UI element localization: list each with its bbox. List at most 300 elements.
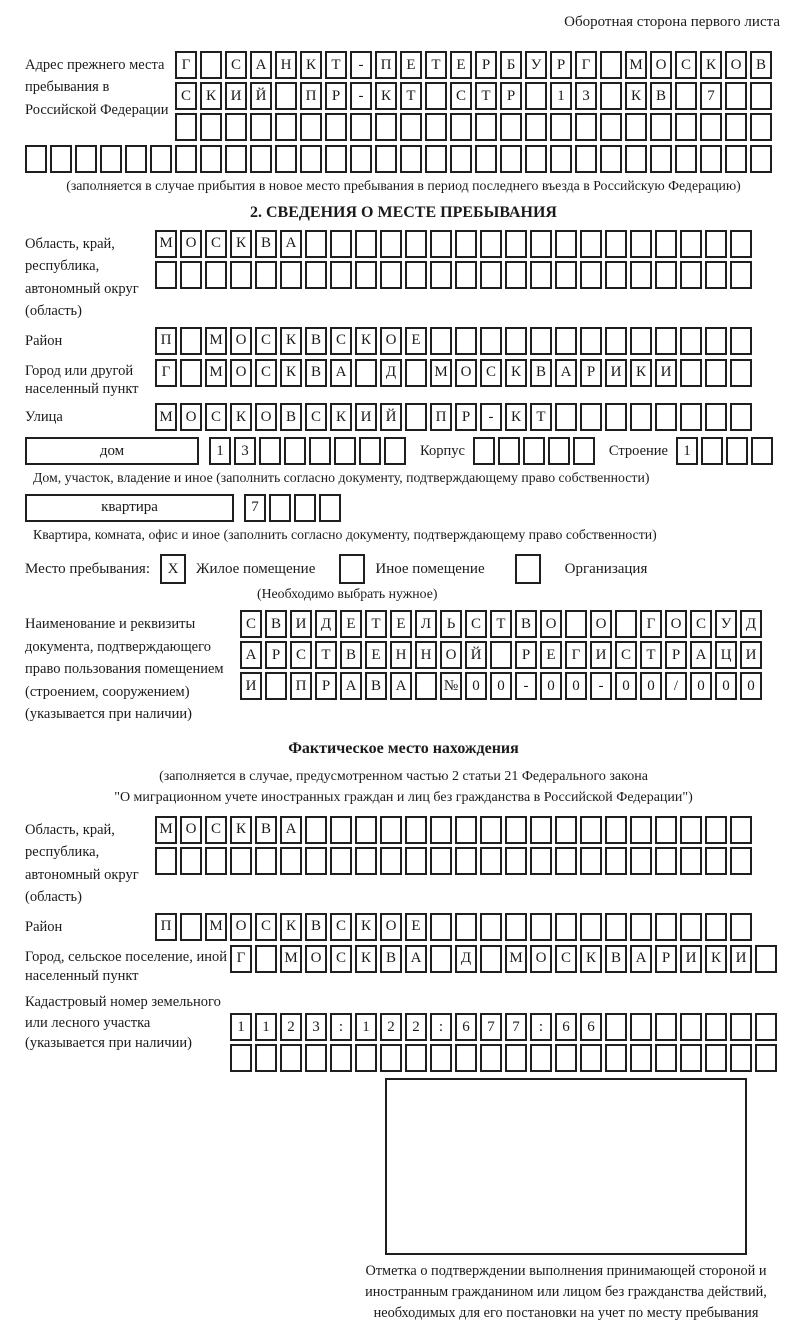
char-cell[interactable] [175, 145, 197, 173]
char-cell[interactable] [701, 437, 723, 465]
char-cell[interactable] [580, 230, 602, 258]
char-cell[interactable] [405, 359, 427, 387]
char-cell[interactable]: В [515, 610, 537, 638]
char-cell[interactable] [230, 1044, 252, 1072]
char-cell[interactable]: И [225, 82, 247, 110]
char-cell[interactable] [700, 113, 722, 141]
char-cell[interactable]: 0 [565, 672, 587, 700]
char-cell[interactable] [359, 437, 381, 465]
char-cell[interactable]: Т [365, 610, 387, 638]
char-cell[interactable] [550, 113, 572, 141]
char-cell[interactable] [655, 1013, 677, 1041]
char-cell[interactable] [680, 1044, 702, 1072]
char-cell[interactable]: В [605, 945, 627, 973]
char-cell[interactable] [225, 113, 247, 141]
char-cell[interactable] [705, 816, 727, 844]
char-cell[interactable]: Б [500, 51, 522, 79]
char-cell[interactable] [580, 847, 602, 875]
char-cell[interactable] [280, 261, 302, 289]
char-cell[interactable] [325, 113, 347, 141]
char-cell[interactable]: Т [325, 51, 347, 79]
char-cell[interactable]: К [280, 359, 302, 387]
char-cell[interactable]: Р [475, 51, 497, 79]
char-cell[interactable]: - [590, 672, 612, 700]
char-cell[interactable]: Л [415, 610, 437, 638]
char-cell[interactable]: 0 [690, 672, 712, 700]
char-cell[interactable]: В [365, 672, 387, 700]
char-cell[interactable] [680, 816, 702, 844]
char-cell[interactable] [530, 847, 552, 875]
char-cell[interactable] [730, 913, 752, 941]
char-cell[interactable] [605, 913, 627, 941]
char-cell[interactable]: - [350, 82, 372, 110]
char-cell[interactable] [405, 403, 427, 431]
char-cell[interactable] [630, 913, 652, 941]
char-cell[interactable]: Н [415, 641, 437, 669]
char-cell[interactable] [455, 261, 477, 289]
char-cell[interactable] [630, 847, 652, 875]
char-cell[interactable]: Р [550, 51, 572, 79]
char-cell[interactable] [250, 145, 272, 173]
char-cell[interactable] [255, 847, 277, 875]
char-cell[interactable] [675, 113, 697, 141]
char-cell[interactable] [480, 945, 502, 973]
char-cell[interactable] [605, 847, 627, 875]
char-cell[interactable]: С [255, 327, 277, 355]
char-cell[interactable]: 0 [615, 672, 637, 700]
char-cell[interactable] [305, 261, 327, 289]
char-cell[interactable]: Е [405, 327, 427, 355]
char-cell[interactable] [730, 327, 752, 355]
char-cell[interactable] [730, 1044, 752, 1072]
char-cell[interactable]: : [330, 1013, 352, 1041]
char-cell[interactable]: - [350, 51, 372, 79]
char-cell[interactable] [200, 51, 222, 79]
char-cell[interactable] [705, 261, 727, 289]
char-cell[interactable] [480, 230, 502, 258]
char-cell[interactable]: М [205, 327, 227, 355]
char-cell[interactable] [455, 913, 477, 941]
char-cell[interactable] [355, 1044, 377, 1072]
char-cell[interactable] [755, 1044, 777, 1072]
char-cell[interactable] [500, 145, 522, 173]
char-cell[interactable] [730, 847, 752, 875]
char-cell[interactable] [655, 261, 677, 289]
char-cell[interactable] [380, 230, 402, 258]
char-cell[interactable] [505, 327, 527, 355]
char-cell[interactable] [280, 1044, 302, 1072]
char-cell[interactable] [325, 145, 347, 173]
char-cell[interactable] [380, 847, 402, 875]
char-cell[interactable]: О [440, 641, 462, 669]
char-cell[interactable] [330, 230, 352, 258]
char-cell[interactable]: И [730, 945, 752, 973]
char-cell[interactable]: М [280, 945, 302, 973]
char-cell[interactable] [330, 816, 352, 844]
char-cell[interactable]: Р [325, 82, 347, 110]
char-cell[interactable] [705, 1013, 727, 1041]
char-cell[interactable] [259, 437, 281, 465]
char-cell[interactable]: 0 [490, 672, 512, 700]
char-cell[interactable]: М [155, 403, 177, 431]
char-cell[interactable]: Д [455, 945, 477, 973]
char-cell[interactable] [250, 113, 272, 141]
char-cell[interactable]: С [240, 610, 262, 638]
char-cell[interactable] [751, 437, 773, 465]
char-cell[interactable]: К [280, 913, 302, 941]
char-cell[interactable] [525, 145, 547, 173]
char-cell[interactable]: 2 [405, 1013, 427, 1041]
char-cell[interactable] [480, 913, 502, 941]
char-cell[interactable] [565, 610, 587, 638]
char-cell[interactable]: 2 [280, 1013, 302, 1041]
char-cell[interactable] [180, 913, 202, 941]
char-cell[interactable]: Е [365, 641, 387, 669]
char-cell[interactable] [330, 847, 352, 875]
char-cell[interactable]: О [230, 327, 252, 355]
char-cell[interactable]: Р [315, 672, 337, 700]
char-cell[interactable] [300, 145, 322, 173]
char-cell[interactable]: П [155, 913, 177, 941]
char-cell[interactable] [755, 945, 777, 973]
char-cell[interactable] [525, 113, 547, 141]
char-cell[interactable] [334, 437, 356, 465]
char-cell[interactable]: - [515, 672, 537, 700]
char-cell[interactable] [355, 230, 377, 258]
char-cell[interactable]: 1 [355, 1013, 377, 1041]
char-cell[interactable] [305, 230, 327, 258]
char-cell[interactable]: О [530, 945, 552, 973]
char-cell[interactable] [375, 145, 397, 173]
char-cell[interactable] [305, 847, 327, 875]
char-cell[interactable] [319, 494, 341, 522]
char-cell[interactable]: К [355, 945, 377, 973]
char-cell[interactable] [269, 494, 291, 522]
char-cell[interactable] [200, 113, 222, 141]
char-cell[interactable] [180, 261, 202, 289]
char-cell[interactable] [400, 145, 422, 173]
char-cell[interactable]: О [230, 913, 252, 941]
char-cell[interactable] [380, 816, 402, 844]
char-cell[interactable]: Е [340, 610, 362, 638]
char-cell[interactable] [655, 816, 677, 844]
char-cell[interactable]: С [255, 913, 277, 941]
char-cell[interactable]: С [225, 51, 247, 79]
char-cell[interactable] [630, 403, 652, 431]
char-cell[interactable] [680, 359, 702, 387]
char-cell[interactable]: К [700, 51, 722, 79]
char-cell[interactable]: Р [455, 403, 477, 431]
char-cell[interactable]: О [665, 610, 687, 638]
char-cell[interactable]: К [580, 945, 602, 973]
char-cell[interactable] [430, 230, 452, 258]
char-cell[interactable] [430, 261, 452, 289]
char-cell[interactable] [430, 1044, 452, 1072]
char-cell[interactable]: 0 [640, 672, 662, 700]
char-cell[interactable] [605, 230, 627, 258]
char-cell[interactable]: Е [390, 610, 412, 638]
char-cell[interactable] [380, 1044, 402, 1072]
char-cell[interactable]: 3 [305, 1013, 327, 1041]
char-cell[interactable]: Р [515, 641, 537, 669]
char-cell[interactable]: Й [380, 403, 402, 431]
char-cell[interactable] [455, 230, 477, 258]
char-cell[interactable]: - [480, 403, 502, 431]
char-cell[interactable]: 7 [700, 82, 722, 110]
char-cell[interactable] [605, 261, 627, 289]
zhiloe-checkbox[interactable]: X [160, 554, 186, 584]
char-cell[interactable]: А [330, 359, 352, 387]
char-cell[interactable]: О [255, 403, 277, 431]
char-cell[interactable] [605, 1013, 627, 1041]
char-cell[interactable]: И [680, 945, 702, 973]
char-cell[interactable]: К [200, 82, 222, 110]
char-cell[interactable]: К [625, 82, 647, 110]
char-cell[interactable] [625, 113, 647, 141]
char-cell[interactable]: 6 [455, 1013, 477, 1041]
char-cell[interactable]: К [230, 230, 252, 258]
char-cell[interactable] [555, 230, 577, 258]
char-cell[interactable] [726, 437, 748, 465]
char-cell[interactable]: А [390, 672, 412, 700]
char-cell[interactable] [375, 113, 397, 141]
char-cell[interactable] [705, 327, 727, 355]
char-cell[interactable]: П [430, 403, 452, 431]
char-cell[interactable] [305, 816, 327, 844]
char-cell[interactable]: 6 [555, 1013, 577, 1041]
char-cell[interactable] [284, 437, 306, 465]
char-cell[interactable] [755, 1013, 777, 1041]
char-cell[interactable] [750, 113, 772, 141]
char-cell[interactable] [50, 145, 72, 173]
char-cell[interactable] [525, 82, 547, 110]
char-cell[interactable] [680, 230, 702, 258]
char-cell[interactable]: 0 [715, 672, 737, 700]
char-cell[interactable] [350, 113, 372, 141]
char-cell[interactable]: П [290, 672, 312, 700]
char-cell[interactable] [600, 82, 622, 110]
char-cell[interactable]: С [330, 945, 352, 973]
char-cell[interactable]: Д [315, 610, 337, 638]
char-cell[interactable]: Т [640, 641, 662, 669]
char-cell[interactable] [100, 145, 122, 173]
char-cell[interactable] [330, 1044, 352, 1072]
char-cell[interactable]: П [155, 327, 177, 355]
char-cell[interactable] [405, 847, 427, 875]
char-cell[interactable]: С [205, 403, 227, 431]
char-cell[interactable]: О [230, 359, 252, 387]
char-cell[interactable] [300, 113, 322, 141]
char-cell[interactable]: В [265, 610, 287, 638]
char-cell[interactable]: : [430, 1013, 452, 1041]
char-cell[interactable] [330, 261, 352, 289]
char-cell[interactable] [355, 359, 377, 387]
char-cell[interactable] [350, 145, 372, 173]
char-cell[interactable] [675, 82, 697, 110]
char-cell[interactable]: М [155, 816, 177, 844]
char-cell[interactable] [230, 847, 252, 875]
char-cell[interactable] [430, 945, 452, 973]
char-cell[interactable]: В [255, 816, 277, 844]
char-cell[interactable] [480, 327, 502, 355]
char-cell[interactable] [505, 261, 527, 289]
char-cell[interactable] [505, 847, 527, 875]
char-cell[interactable] [125, 145, 147, 173]
char-cell[interactable]: 0 [465, 672, 487, 700]
char-cell[interactable]: А [630, 945, 652, 973]
char-cell[interactable]: И [590, 641, 612, 669]
char-cell[interactable]: К [230, 816, 252, 844]
char-cell[interactable]: Г [640, 610, 662, 638]
char-cell[interactable] [255, 1044, 277, 1072]
char-cell[interactable]: Р [580, 359, 602, 387]
char-cell[interactable] [705, 913, 727, 941]
char-cell[interactable]: А [340, 672, 362, 700]
char-cell[interactable] [625, 145, 647, 173]
char-cell[interactable] [430, 327, 452, 355]
char-cell[interactable] [680, 261, 702, 289]
char-cell[interactable] [405, 230, 427, 258]
char-cell[interactable] [605, 1044, 627, 1072]
char-cell[interactable]: № [440, 672, 462, 700]
char-cell[interactable] [473, 437, 495, 465]
char-cell[interactable]: С [305, 403, 327, 431]
char-cell[interactable]: М [625, 51, 647, 79]
char-cell[interactable]: А [280, 816, 302, 844]
char-cell[interactable]: Г [155, 359, 177, 387]
char-cell[interactable]: М [205, 359, 227, 387]
char-cell[interactable] [630, 1013, 652, 1041]
char-cell[interactable]: И [605, 359, 627, 387]
char-cell[interactable]: 1 [676, 437, 698, 465]
char-cell[interactable]: 0 [740, 672, 762, 700]
char-cell[interactable]: С [675, 51, 697, 79]
char-cell[interactable]: Е [400, 51, 422, 79]
dom-type-box[interactable]: дом [25, 437, 199, 465]
char-cell[interactable] [530, 327, 552, 355]
char-cell[interactable] [730, 359, 752, 387]
char-cell[interactable]: Р [500, 82, 522, 110]
char-cell[interactable] [548, 437, 570, 465]
char-cell[interactable] [650, 113, 672, 141]
char-cell[interactable]: С [615, 641, 637, 669]
char-cell[interactable] [550, 145, 572, 173]
char-cell[interactable]: В [280, 403, 302, 431]
char-cell[interactable] [200, 145, 222, 173]
char-cell[interactable]: К [705, 945, 727, 973]
char-cell[interactable] [680, 913, 702, 941]
char-cell[interactable] [180, 327, 202, 355]
char-cell[interactable] [650, 145, 672, 173]
char-cell[interactable] [425, 145, 447, 173]
char-cell[interactable]: Г [565, 641, 587, 669]
char-cell[interactable] [384, 437, 406, 465]
char-cell[interactable]: Р [665, 641, 687, 669]
char-cell[interactable]: Д [740, 610, 762, 638]
char-cell[interactable]: О [540, 610, 562, 638]
char-cell[interactable]: В [255, 230, 277, 258]
char-cell[interactable]: 1 [255, 1013, 277, 1041]
char-cell[interactable]: А [555, 359, 577, 387]
char-cell[interactable] [725, 82, 747, 110]
char-cell[interactable]: С [175, 82, 197, 110]
char-cell[interactable] [265, 672, 287, 700]
char-cell[interactable] [530, 913, 552, 941]
inoe-checkbox[interactable] [339, 554, 365, 584]
char-cell[interactable] [75, 145, 97, 173]
char-cell[interactable] [415, 672, 437, 700]
char-cell[interactable]: О [180, 816, 202, 844]
char-cell[interactable] [655, 1044, 677, 1072]
char-cell[interactable]: О [455, 359, 477, 387]
char-cell[interactable] [655, 847, 677, 875]
kvartira-type-box[interactable]: квартира [25, 494, 234, 522]
char-cell[interactable] [475, 113, 497, 141]
char-cell[interactable] [630, 327, 652, 355]
char-cell[interactable]: А [280, 230, 302, 258]
char-cell[interactable] [505, 1044, 527, 1072]
char-cell[interactable] [615, 610, 637, 638]
char-cell[interactable] [480, 816, 502, 844]
char-cell[interactable] [555, 816, 577, 844]
char-cell[interactable]: Т [530, 403, 552, 431]
char-cell[interactable] [530, 1044, 552, 1072]
char-cell[interactable]: Н [390, 641, 412, 669]
char-cell[interactable]: К [505, 403, 527, 431]
char-cell[interactable] [255, 945, 277, 973]
char-cell[interactable] [580, 403, 602, 431]
char-cell[interactable] [305, 1044, 327, 1072]
char-cell[interactable]: 6 [580, 1013, 602, 1041]
char-cell[interactable] [600, 51, 622, 79]
char-cell[interactable] [275, 145, 297, 173]
char-cell[interactable]: 1 [230, 1013, 252, 1041]
char-cell[interactable] [730, 403, 752, 431]
char-cell[interactable] [575, 113, 597, 141]
char-cell[interactable]: Й [465, 641, 487, 669]
char-cell[interactable]: 7 [505, 1013, 527, 1041]
char-cell[interactable] [225, 145, 247, 173]
char-cell[interactable] [505, 816, 527, 844]
char-cell[interactable] [705, 847, 727, 875]
char-cell[interactable]: Д [380, 359, 402, 387]
char-cell[interactable] [630, 1044, 652, 1072]
char-cell[interactable] [505, 913, 527, 941]
char-cell[interactable]: Т [315, 641, 337, 669]
char-cell[interactable]: О [650, 51, 672, 79]
char-cell[interactable]: 2 [380, 1013, 402, 1041]
char-cell[interactable]: 7 [244, 494, 266, 522]
char-cell[interactable]: У [525, 51, 547, 79]
char-cell[interactable] [480, 847, 502, 875]
char-cell[interactable]: И [290, 610, 312, 638]
char-cell[interactable] [500, 113, 522, 141]
char-cell[interactable] [555, 327, 577, 355]
char-cell[interactable]: А [690, 641, 712, 669]
char-cell[interactable] [555, 913, 577, 941]
char-cell[interactable] [430, 913, 452, 941]
char-cell[interactable] [680, 1013, 702, 1041]
char-cell[interactable]: В [305, 327, 327, 355]
char-cell[interactable]: Г [230, 945, 252, 973]
char-cell[interactable]: С [450, 82, 472, 110]
char-cell[interactable]: С [290, 641, 312, 669]
char-cell[interactable] [25, 145, 47, 173]
char-cell[interactable] [405, 1044, 427, 1072]
char-cell[interactable]: М [205, 913, 227, 941]
char-cell[interactable]: В [305, 359, 327, 387]
char-cell[interactable]: О [590, 610, 612, 638]
